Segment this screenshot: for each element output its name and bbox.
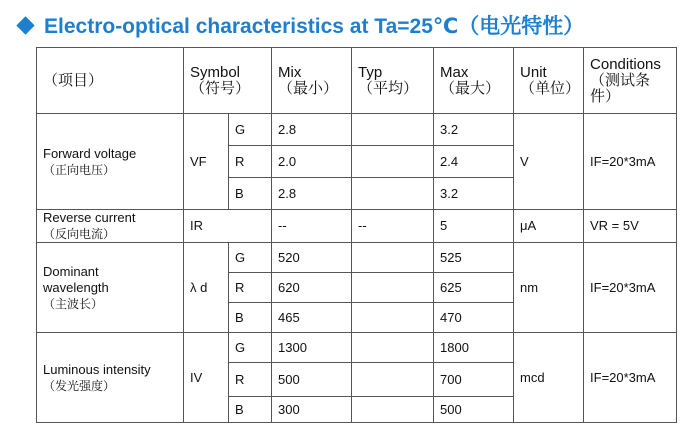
color-cell: R [229, 363, 272, 397]
color-cell: B [229, 178, 272, 210]
max-cell: 3.2 [434, 114, 514, 146]
max-cell: 525 [434, 243, 514, 273]
param-reverse-current: Reverse current （反向电流） [37, 210, 184, 243]
header-max: Max （最大） [434, 48, 514, 114]
color-cell: R [229, 273, 272, 303]
max-cell: 2.4 [434, 146, 514, 178]
table-row [37, 333, 677, 363]
condition-cell: IF=20*3mA [584, 333, 677, 423]
condition-cell: IF=20*3mA [584, 243, 677, 333]
header-typ: Typ （平均） [352, 48, 434, 114]
param-forward-voltage: Forward voltage （正向电压） [37, 114, 184, 210]
max-cell: 470 [434, 303, 514, 333]
header-item: （项目） [37, 48, 184, 114]
min-cell: 2.8 [272, 178, 352, 210]
min-cell: 620 [272, 273, 352, 303]
min-cell: -- [272, 210, 352, 243]
min-cell: 500 [272, 363, 352, 397]
typ-cell [352, 146, 434, 178]
param-dominant-wavelength: Dominant wavelength （主波长） [37, 243, 184, 333]
section-title [13, 8, 584, 42]
symbol-ir: IR [184, 210, 272, 243]
min-cell: 2.0 [272, 146, 352, 178]
color-cell: B [229, 303, 272, 333]
typ-cell [352, 243, 434, 273]
color-cell: B [229, 397, 272, 423]
condition-cell: VR = 5V [584, 210, 677, 243]
color-cell: G [229, 114, 272, 146]
unit-cell: V [514, 114, 584, 210]
table-row [37, 210, 677, 243]
typ-cell [352, 397, 434, 423]
symbol-vf: VF [184, 114, 229, 210]
table-header-row [37, 48, 677, 114]
table-row [37, 243, 677, 273]
max-cell: 1800 [434, 333, 514, 363]
max-cell: 700 [434, 363, 514, 397]
max-cell: 5 [434, 210, 514, 243]
min-cell: 465 [272, 303, 352, 333]
typ-cell [352, 363, 434, 397]
symbol-lambda-d: λ d [184, 243, 229, 333]
min-cell: 300 [272, 397, 352, 423]
condition-cell: IF=20*3mA [584, 114, 677, 210]
header-symbol: Symbol （符号） [184, 48, 272, 114]
unit-cell: nm [514, 243, 584, 333]
header-conditions: Conditions （测试条件） [584, 48, 677, 114]
min-cell: 2.8 [272, 114, 352, 146]
color-cell: G [229, 243, 272, 273]
typ-cell [352, 178, 434, 210]
color-cell: R [229, 146, 272, 178]
max-cell: 3.2 [434, 178, 514, 210]
typ-cell [352, 114, 434, 146]
header-mix: Mix （最小） [272, 48, 352, 114]
unit-cell: μA [514, 210, 584, 243]
typ-cell [352, 303, 434, 333]
min-cell: 1300 [272, 333, 352, 363]
diamond-bullet-icon [16, 16, 34, 34]
color-cell: G [229, 333, 272, 363]
typ-cell: -- [352, 210, 434, 243]
max-cell: 500 [434, 397, 514, 423]
unit-cell: mcd [514, 333, 584, 423]
param-luminous-intensity: Luminous intensity （发光强度） [37, 333, 184, 423]
table-row [37, 114, 677, 146]
min-cell: 520 [272, 243, 352, 273]
section-title-text: Electro-optical characteristics at Ta=25℃（电光特性） [44, 15, 585, 38]
typ-cell [352, 333, 434, 363]
max-cell: 625 [434, 273, 514, 303]
header-unit: Unit （单位） [514, 48, 584, 114]
symbol-iv: IV [184, 333, 229, 423]
typ-cell [352, 273, 434, 303]
electro-optical-table [36, 47, 677, 423]
